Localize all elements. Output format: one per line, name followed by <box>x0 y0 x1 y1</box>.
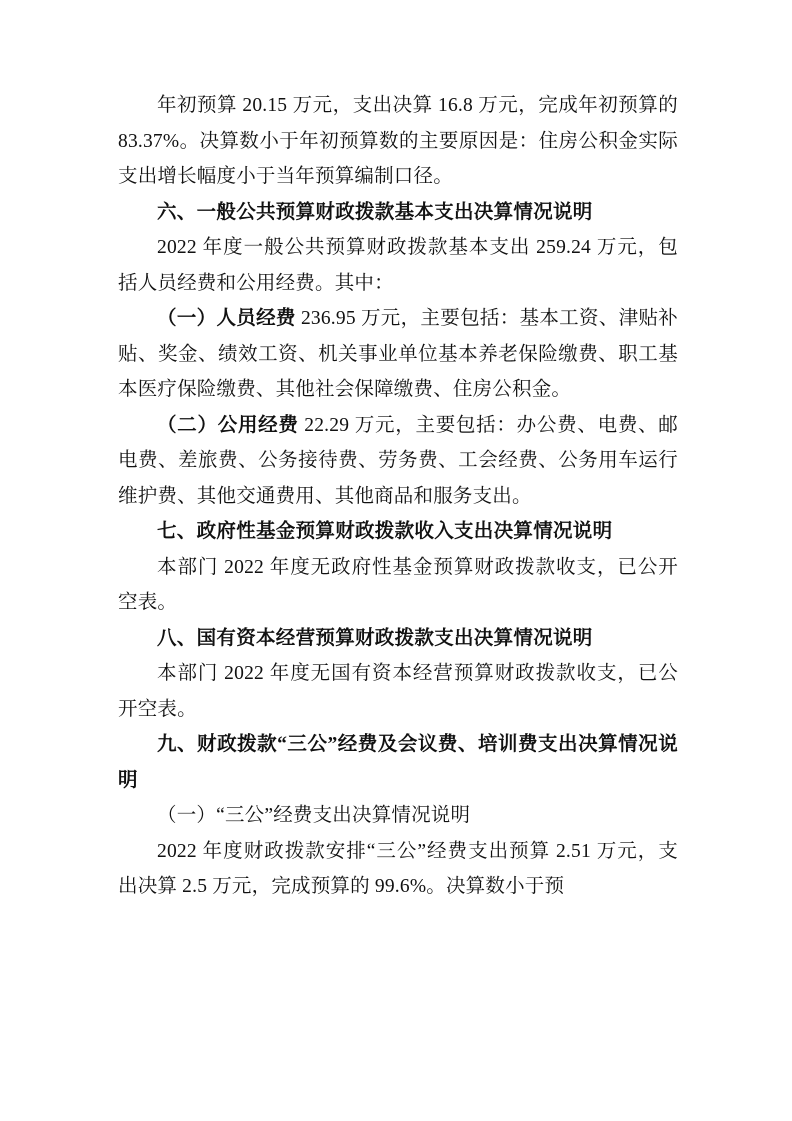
paragraph-personnel-expenses <box>118 301 678 408</box>
heading-section-six: 六、一般公共预算财政拨款基本支出决算情况说明 <box>157 201 593 223</box>
heading-section-seven: 七、政府性基金预算财政拨款收入支出决算情况说明 <box>157 521 613 542</box>
heading-section-eight: 八、国有资本经营预算财政拨款支出决算情况说明 <box>157 627 593 649</box>
personnel-expenses-detail: 236.95 万元，主要包括：基本工资、津贴补贴、奖金、绩效工资、机关事业单位基本养老保险缴费、职工基本医疗保险缴费、其他社会保障缴费、住房公积金。 <box>118 308 678 400</box>
paragraph-basic-expenditure-total: 2022 年度一般公共预算财政拨款基本支出 259.24 万元，包括人员经费和公用经费。其中： <box>118 237 678 294</box>
public-expenses-label: （二）公用经费 <box>157 414 299 436</box>
paragraph-state-capital-budget: 本部门 2022 年度无国有资本经营预算财政拨款收支，已公开空表。 <box>118 663 678 720</box>
personnel-expenses-label: （一）人员经费 <box>157 308 296 329</box>
paragraph-budget-completion: 年初预算 20.15 万元，支出决算 16.8 万元，完成年初预算的 83.37%。决算数小于年初预算数的主要原因是：住房公积金实际支出增长幅度小于当年预算编制口径。 <box>118 95 678 187</box>
subheading-three-public-expenses: （一）“三公”经费支出决算情况说明 <box>157 805 471 826</box>
paragraph-government-fund-budget: 本部门 2022 年度无政府性基金预算财政拨款收支，已公开空表。 <box>118 556 678 613</box>
document-body <box>118 88 678 905</box>
paragraph-three-public-expenses-detail: 2022 年度财政拨款安排“三公”经费支出预算 2.51 万元，支出决算 2.5 万元，完成预算的 99.6%。决算数小于预 <box>118 840 678 897</box>
public-expenses-detail: 22.29 万元，主要包括：办公费、电费、邮电费、差旅费、公务接待费、劳务费、工会经费、公务用车运行维护费、其他交通费用、其他商品和服务支出。 <box>118 414 678 507</box>
heading-section-nine: 九、财政拨款“三公”经费及会议费、培训费支出决算情况说明 <box>118 734 678 791</box>
paragraph-public-expenses <box>118 408 678 515</box>
